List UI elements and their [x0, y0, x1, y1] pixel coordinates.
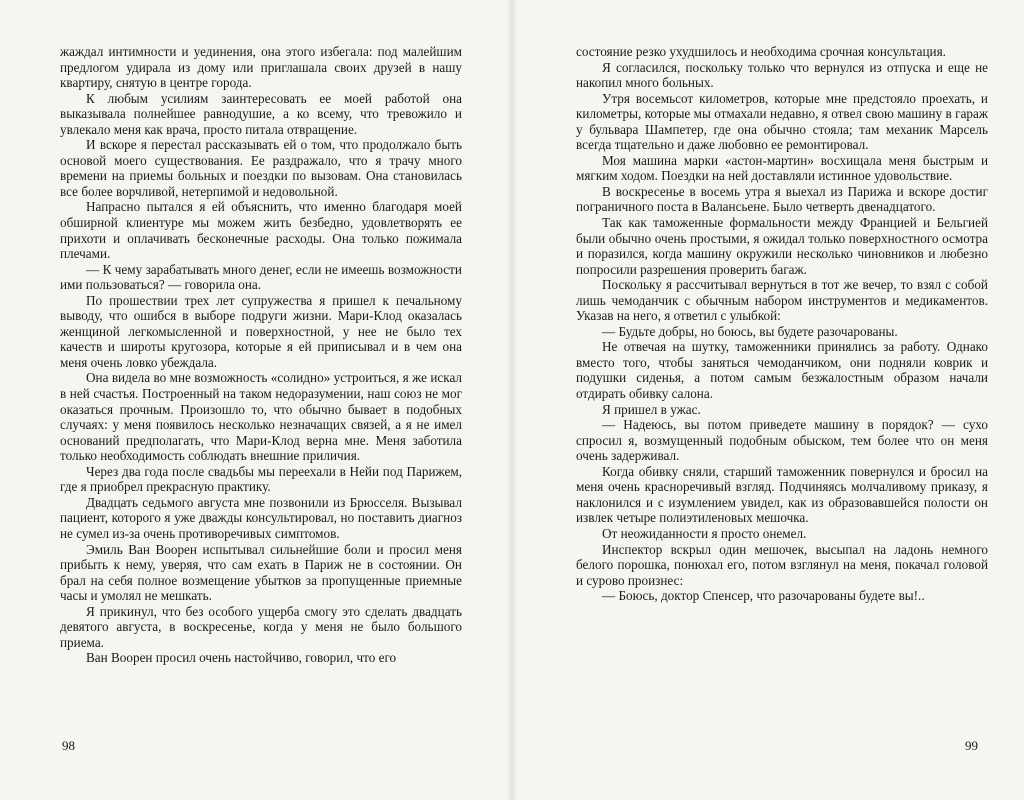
paragraph: Моя машина марки «астон-мартин» восхищала меня быстрым и мягким ходом. Поездки на ней доставляли истинное удовольствие.: [576, 152, 988, 184]
left-page-text: [60, 44, 462, 666]
paragraph: — Надеюсь, вы потом приведете машину в порядок? — сухо спросил я, возмущенный подобным обыском, тем более что он меня очень задерживал.: [576, 417, 988, 464]
paragraph: От неожиданности я просто онемел.: [602, 525, 807, 541]
paragraph: И вскоре я перестал рассказывать ей о том, что продолжало быть основой моего существования. Ее раздражало, что я трачу много времени на приемы больных и поездки по вызовам. Она становилась все более ворчливой, нетерпимой и недовольной.: [60, 137, 462, 199]
paragraph: Я прикинул, что без особого ущерба смогу это сделать двадцать девятого августа, в воскресенье, когда у меня не было большого приема.: [60, 603, 462, 650]
paragraph: Ван Воорен просил очень настойчиво, говорил, что его: [86, 650, 397, 666]
paragraph: Я пришел в ужас.: [602, 401, 701, 417]
paragraph: Я согласился, поскольку только что вернулся из отпуска и еще не накопил много больных.: [576, 59, 988, 91]
paragraph: К любым усилиям заинтересовать ее моей работой она выказывала полнейшее равнодушие, а ко всему, что тревожило и увлекало меня как врача, просто питала отвращение.: [60, 90, 462, 137]
paragraph: Так как таможенные формальности между Францией и Бельгией были обычно очень простыми, я ожидал только поверхностного осмотра и поразился, когда машину окружили несколько чиновников и любезно попросили разрешения проверить багаж.: [576, 215, 988, 277]
paragraph: Двадцать седьмого августа мне позвонили из Брюсселя. Вызывал пациент, которого я уже дважды консультировал, но поставить диагноз не сумел из-за очень противоречивых симптомов.: [60, 494, 462, 541]
paragraph: состояние резко ухудшилось и необходима срочная консультация.: [576, 44, 946, 59]
paragraph: В воскресенье в восемь утра я выехал из Парижа и вскоре достиг пограничного поста в Валансьене. Было четверть двенадцатого.: [576, 183, 988, 215]
paragraph: Напрасно пытался я ей объяснить, что именно благодаря моей обширной клиентуре мы можем жить безбедно, удовлетворять ее прихоти и оплачивать бесконечные расходы. Она только пожимала плечами.: [60, 199, 462, 262]
paragraph: Через два года после свадьбы мы переехали в Нейи под Парижем, где я приобрел прекрасную практику.: [60, 463, 462, 495]
paragraph: — Будьте добры, но боюсь, вы будете разочарованы.: [602, 323, 898, 339]
paragraph: Утря восемьсот километров, которые мне предстояло проехать, и километры, которые мы отмахали недавно, я отвел свою машину в гараж у бульвара Шампетер, где она обычно стояла; там механик Марсель всегда тщательно и даже любовно ее ремонтировал.: [576, 90, 988, 153]
paragraph: — К чему зарабатывать много денег, если не имеешь возможности ими пользоваться? — говорила она.: [60, 261, 462, 293]
right-page-text: [576, 44, 988, 604]
paragraph: Не отвечая на шутку, таможенники принялись за работу. Однако вместо того, чтобы заняться чемоданчиком, они подняли коврик и подушки сиденья, а потом самым безжалостным образом начали отдирать обивку салона.: [576, 339, 988, 402]
paragraph: жаждал интимности и уединения, она этого избегала: под малейшим предлогом удирала из дому или приглашала своих друзей в нашу квартиру, снятую в центре города.: [60, 44, 462, 91]
paragraph: Когда обивку сняли, старший таможенник повернулся и бросил на меня очень красноречивый взгляд. Подчиняясь молчаливому приказу, я наклонился и с изумлением увидел, как из образовавшейся полости он извлек четыре полиэтиленовых мешочка.: [576, 463, 988, 526]
paragraph: Поскольку я рассчитывал вернуться в тот же вечер, то взял с собой лишь чемоданчик с обычным набором инструментов и медикаментов. Указав на него, я ответил с улыбкой:: [576, 277, 988, 324]
page-number: 99: [965, 738, 978, 753]
right-page: [512, 0, 1024, 800]
paragraph: Она видела во мне возможность «солидно» устроиться, я же искал в ней счастья. Построенный на таком недоразумении, наш союз не мог оказаться прочным. Произошло то, что обычно бывает в подобных случаях: у меня появилось несколько незначащих связей, а я не имел оснований предполагать, что Мари-Клод верна мне. Меня заботила только необходимость соблюдать внешние приличия.: [60, 370, 462, 464]
paragraph: По прошествии трех лет супружества я пришел к печальному выводу, что ошибся в выборе подруги жизни. Мари-Клод оказалась женщиной легкомысленной и поверхностной, у нее не было тех качеств и широты кругозора, которые я ей приписывал и в чем она меня очень ловко убеждала.: [60, 292, 462, 370]
page-number: 98: [62, 738, 75, 753]
paragraph: Инспектор вскрыл один мешочек, высыпал на ладонь немного белого порошка, понюхал его, потом взглянул на меня, покачал головой и сурово произнес:: [576, 541, 988, 588]
paragraph: — Боюсь, доктор Спенсер, что разочарованы будете вы!..: [602, 588, 925, 604]
paragraph: Эмиль Ван Воорен испытывал сильнейшие боли и просил меня прибыть к нему, уверяя, что сам ехать в Париж не в состоянии. Он брал на себя полное возмещение убытков за пропущенные приемные часы и умолял не мешкать.: [60, 541, 462, 604]
